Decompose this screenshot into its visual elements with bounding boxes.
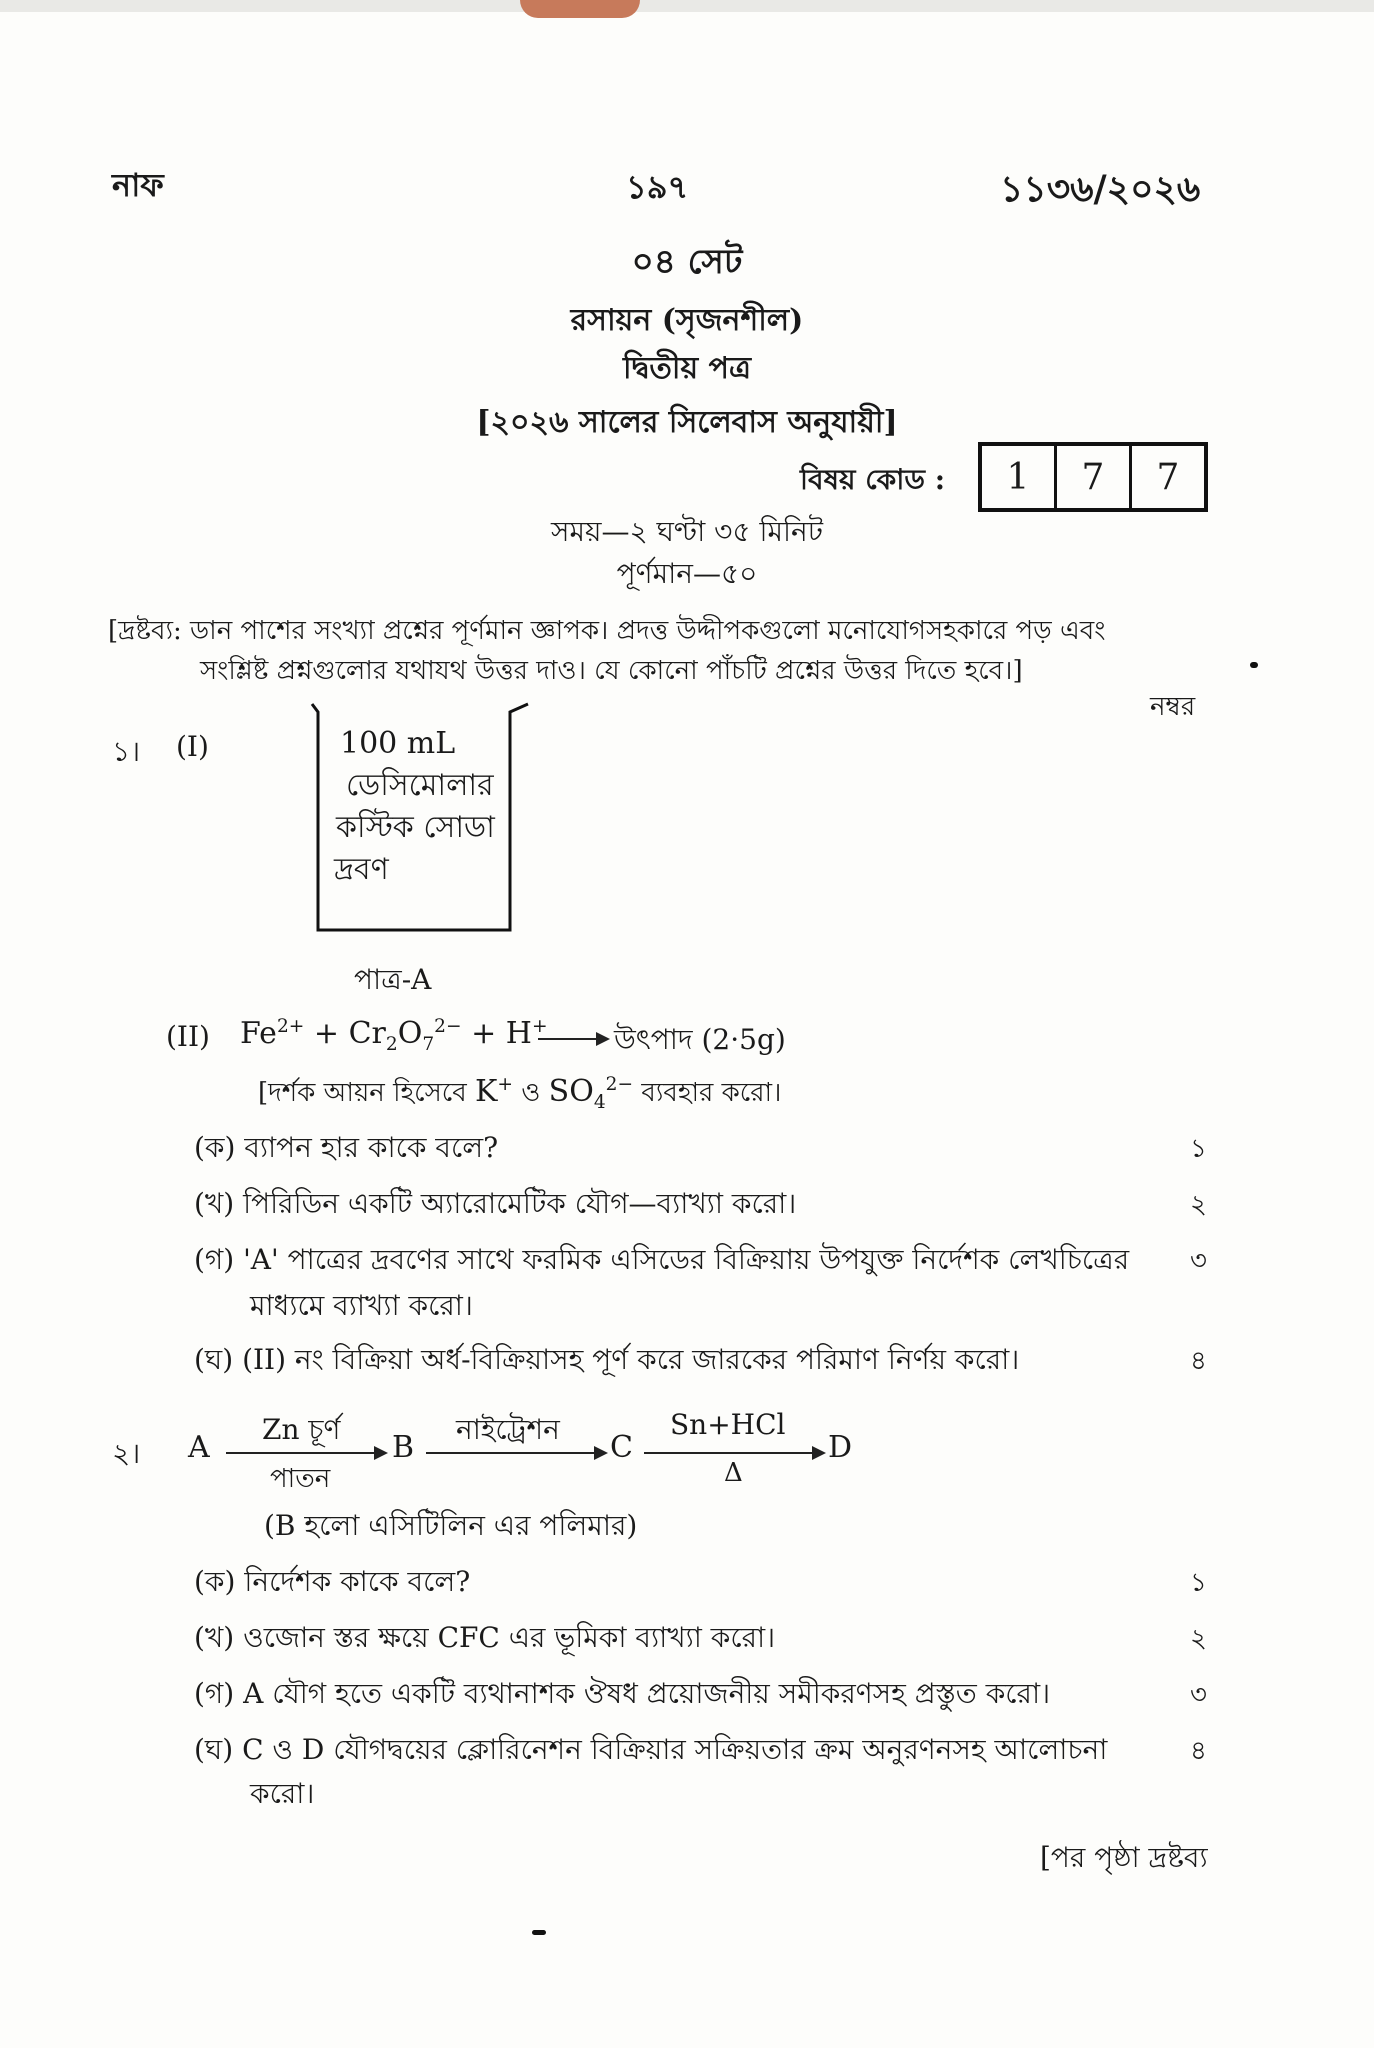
question-text: 'A' পাত্রের দ্রবণের সাথে ফরমিক এসিডের বিক্রিয়ায় উপযুক্ত নির্দেশক লেখচিত্রের — [243, 1243, 1130, 1276]
paper-title: দ্বিতীয় পত্র — [622, 351, 752, 386]
q2-number: ২। — [112, 1437, 141, 1470]
step1-reagent: Zn চূর্ণ — [262, 1413, 341, 1446]
beaker-line: 100 mL — [340, 726, 456, 761]
note-prefix: [দর্শক আয়ন হিসেবে — [258, 1078, 467, 1108]
q1-gha — [194, 1338, 1019, 1385]
step2-reagent: নাইট্রেশন — [456, 1413, 560, 1446]
q1-part2-label: (II) — [166, 1020, 210, 1053]
q1-kha — [194, 1182, 796, 1229]
q2-kha — [194, 1616, 775, 1663]
question-text: পিরিডিন একটি অ্যারোমেটিক যৌগ—ব্যাখ্যা করো। — [243, 1187, 797, 1220]
q1-kha-mark: ২ — [1190, 1190, 1207, 1220]
q1-number: ১। — [112, 735, 141, 768]
ink-dot — [1250, 662, 1258, 668]
header-center: ১৯৭ — [626, 168, 689, 206]
beaker-line: কস্টিক সোডা — [336, 810, 495, 845]
compound-c: C — [610, 1430, 633, 1465]
q2-gha-mark: ৪ — [1190, 1736, 1207, 1766]
question-label: (খ) — [194, 1187, 235, 1220]
compound-a: A — [188, 1430, 210, 1465]
next-page-note: [পর পৃষ্ঠা দ্রষ্টব্য — [1040, 1841, 1208, 1874]
question-text: ওজোন স্তর ক্ষয়ে CFC এর ভূমিকা ব্যাখ্যা করো। — [243, 1621, 776, 1654]
q1-ga — [194, 1238, 1129, 1285]
spectator-ion-note — [258, 1072, 781, 1116]
reaction-product: উৎপাদ (2·5g) — [614, 1023, 786, 1056]
q1-ga-mark: ৩ — [1190, 1246, 1207, 1276]
instructions-line-1: [দ্রষ্টব্য: ডান পাশের সংখ্যা প্রশ্নের পূর্ণমান জ্ঞাপক। প্রদত্ত উদ্দীপকগুলো মনোযোগসহকারে পড় এবং — [108, 616, 1106, 646]
redox-reaction-equation: $Fe^{2+} + Cr_2O_7^{2-} + H^+$ — [240, 1016, 548, 1055]
question-label: (ক) — [194, 1565, 236, 1598]
step1-arrow-head — [374, 1446, 388, 1460]
q2-ga-mark: ৩ — [1190, 1680, 1207, 1710]
q2-ga — [194, 1672, 1050, 1719]
reaction-arrow-head — [596, 1032, 610, 1046]
q2-ka-mark: ১ — [1190, 1568, 1207, 1598]
subject-code-label: বিষয় কোড : — [800, 463, 946, 496]
syllabus-note: [২০২৬ সালের সিলেবাস অনুযায়ী] — [476, 405, 898, 440]
step3-reagent: Sn+HCl — [670, 1408, 786, 1441]
step2-arrow — [426, 1452, 596, 1454]
step2-arrow-head — [594, 1446, 608, 1460]
step1-arrow — [226, 1452, 376, 1454]
header-right: ১১৩৬/২০২৬ — [1000, 168, 1201, 210]
compound-b: B — [392, 1430, 415, 1465]
subject-code-box — [978, 442, 1208, 512]
code-digit: 1 — [982, 446, 1057, 508]
instructions-line-2: সংশ্লিষ্ট প্রশ্নগুলোর যথাযথ উত্তর দাও। যে কোনো পাঁচটি প্রশ্নের উত্তর দিতে হবে।] — [200, 656, 1023, 686]
question-label: (ঘ) — [194, 1343, 234, 1376]
potassium-ion: K+ — [474, 1074, 513, 1109]
q1-part1-label: (I) — [176, 730, 209, 763]
q1-ka-mark: ১ — [1190, 1134, 1207, 1164]
step3-arrow-head — [812, 1446, 826, 1460]
marks-heading: নম্বর — [1150, 692, 1196, 722]
q2-gha — [194, 1728, 1107, 1775]
q2-kha-mark: ২ — [1190, 1624, 1207, 1654]
step3-condition: Δ — [724, 1458, 743, 1488]
ink-mark — [532, 1930, 546, 1935]
question-label: (গ) — [194, 1243, 235, 1276]
code-digit: 7 — [1156, 456, 1180, 498]
q2-note: (B হলো এসিটিলিন এর পলিমার) — [264, 1509, 638, 1542]
q2-ka — [194, 1560, 470, 1607]
exam-time: সময়—২ ঘণ্টা ৩৫ মিনিট — [550, 515, 823, 548]
top-edge-strip — [0, 0, 1374, 12]
question-label: (খ) — [194, 1621, 235, 1654]
q2-gha-line-2: করো। — [250, 1777, 315, 1810]
beaker-line: দ্রবণ — [334, 852, 389, 887]
q1-ka — [194, 1126, 498, 1173]
question-text: ব্যাপন হার কাকে বলে? — [244, 1131, 499, 1164]
question-label: (ঘ) — [194, 1733, 234, 1766]
vessel-label: পাত্র-A — [354, 963, 432, 996]
question-text: C ও D যৌগদ্বয়ের ক্লোরিনেশন বিক্রিয়ার সক্রিয়তার ক্রম অনুরণনসহ আলোচনা — [242, 1733, 1108, 1766]
code-digit: 7 — [1057, 446, 1132, 508]
question-label: (গ) — [194, 1677, 235, 1710]
q1-gha-mark: ৪ — [1190, 1346, 1207, 1376]
question-text: নির্দেশক কাকে বলে? — [244, 1565, 471, 1598]
note-suffix: ব্যবহার করো। — [641, 1078, 782, 1108]
question-text: A যৌগ হতে একটি ব্যথানাশক ঔষধ প্রয়োজনীয় সমীকরণসহ প্রস্তুত করো। — [243, 1677, 1051, 1710]
full-marks: পূর্ণমান—৫০ — [616, 557, 758, 590]
step1-condition: পাতন — [270, 1464, 331, 1494]
question-label: (ক) — [194, 1131, 236, 1164]
header-left: নাফ — [112, 166, 164, 204]
beaker-line: ডেসিমোলার — [346, 768, 494, 803]
reaction-arrow — [538, 1038, 598, 1040]
step3-arrow — [644, 1452, 814, 1454]
question-text: (II) নং বিক্রিয়া অর্ধ-বিক্রিয়াসহ পূর্ণ করে জারকের পরিমাণ নির্ণয় করো। — [242, 1343, 1020, 1376]
note-conj: ও — [521, 1078, 541, 1108]
finger-shadow — [520, 0, 640, 18]
set-label: ০৪ সেট — [631, 242, 743, 282]
subject-title: রসায়ন (সৃজনশীল) — [570, 303, 804, 338]
sulfate-ion: $SO_4^{2-}$ — [548, 1074, 634, 1113]
compound-d: D — [828, 1430, 853, 1465]
q1-ga-line-2: মাধ্যমে ব্যাখ্যা করো। — [250, 1289, 473, 1322]
